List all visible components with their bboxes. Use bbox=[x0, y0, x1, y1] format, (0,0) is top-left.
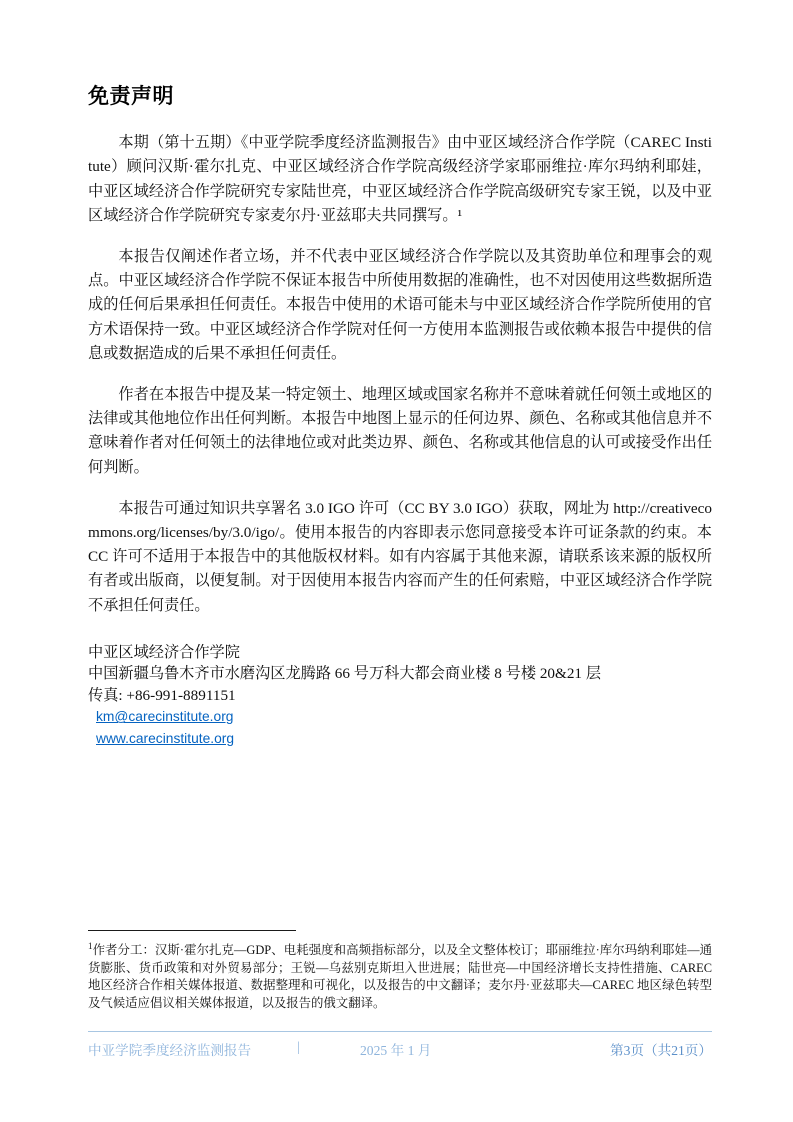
footer-separator: | bbox=[297, 1039, 300, 1054]
address-street: 中国新疆乌鲁木齐市水磨沟区龙腾路 66 号万科大都会商业楼 8 号楼 20&21 层 bbox=[88, 665, 602, 683]
contact-address-block bbox=[88, 642, 712, 750]
website-link[interactable]: www.carecinstitute.org bbox=[96, 730, 235, 746]
paragraph-disclaimer-views: 本报告仅阐述作者立场，并不代表中亚区域经济合作学院以及其资助单位和理事会的观点。中亚区域经济合作学院不保证本报告中所使用数据的准确性，也不对因使用这些数据所造成的任何后果承担任何责任。本报告中使用的术语可能未与中亚区域经济合作学院所使用的官方术语保持一致。中亚区域经济合作学院对任何一方使用本监测报告或依赖本报告中提供的信息或数据造成的后果不承担任何责任。 bbox=[88, 248, 712, 362]
footnote-text bbox=[88, 938, 712, 1013]
document-body bbox=[88, 84, 712, 749]
email-link-row bbox=[88, 706, 712, 728]
footnote-area bbox=[88, 930, 712, 1013]
page-title: 免责声明 bbox=[88, 85, 174, 108]
page-footer bbox=[88, 1031, 712, 1059]
footer-report-title: 中亚学院季度经济监测报告 bbox=[88, 1043, 252, 1058]
footnote-body: 作者分工：汉斯·霍尔扎克—GDP、电耗强度和高频指标部分，以及全文整体校订；耶丽维拉·库尔玛纳利耶娃—通货膨胀、货币政策和对外贸易部分；王锐—乌兹别克斯坦入世进展；陆世亮—中国经济增长支持性措施、CAREC 地区经济合作相关媒体报道、数据整理和可视化，以及报告的中文翻译；麦尔丹·亚兹耶夫—CAREC 地区绿色转型及气候适应倡议相关媒体报道，以及报告的俄文翻译。 bbox=[88, 943, 712, 1010]
paragraph-authors: 本期（第十五期）《中亚学院季度经济监测报告》由中亚区域经济合作学院（CAREC Institute）顾问汉斯·霍尔扎克、中亚区域经济合作学院高级经济学家耶丽维拉·库尔玛纳利耶娃，中亚区域经济合作学院研究专家陆世亮，中亚区域经济合作学院高级研究专家王锐，以及中亚区域经济合作学院研究专家麦尔丹·亚兹耶夫共同撰写。¹ bbox=[88, 134, 712, 224]
address-fax: 传真: +86-991-8891151 bbox=[88, 686, 236, 704]
footer-divider bbox=[88, 1031, 712, 1032]
footer-row bbox=[88, 1039, 712, 1059]
footer-date: 2025 年 1 月 bbox=[360, 1043, 432, 1058]
footnote-separator-rule bbox=[88, 930, 296, 931]
paragraph-license: 本报告可通过知识共享署名 3.0 IGO 许可（CC BY 3.0 IGO）获取，网址为 http://creativecommons.org/licenses/by/3.0/igo/。使用本报告的内容即表示您同意接受本许可证条款的约束。本 CC 许可不适用于本报告中的其他版权材料。如有内容属于其他来源，请联系该来源的版权所有者或出版商，以便复制。对于因使用本报告内容而产生的任何索赔，中亚区域经济合作学院不承担任何责任。 bbox=[88, 499, 712, 614]
footnote-marker: 1 bbox=[88, 941, 93, 951]
address-organization: 中亚区域经济合作学院 bbox=[88, 643, 240, 661]
paragraph-territory-statement: 作者在本报告中提及某一特定领土、地理区域或国家名称并不意味着就任何领土或地区的法律或其他地位作出任何判断。本报告中地图上显示的任何边界、颜色、名称或其他信息并不意味着作者对任何领土的法律地位或对此类边界、颜色、名称或其他信息的认可或接受作出任何判断。 bbox=[88, 386, 712, 476]
email-link[interactable]: km@carecinstitute.org bbox=[96, 709, 234, 725]
website-link-row bbox=[88, 728, 712, 750]
footer-page-number: 第3页（共21页） bbox=[610, 1043, 712, 1058]
